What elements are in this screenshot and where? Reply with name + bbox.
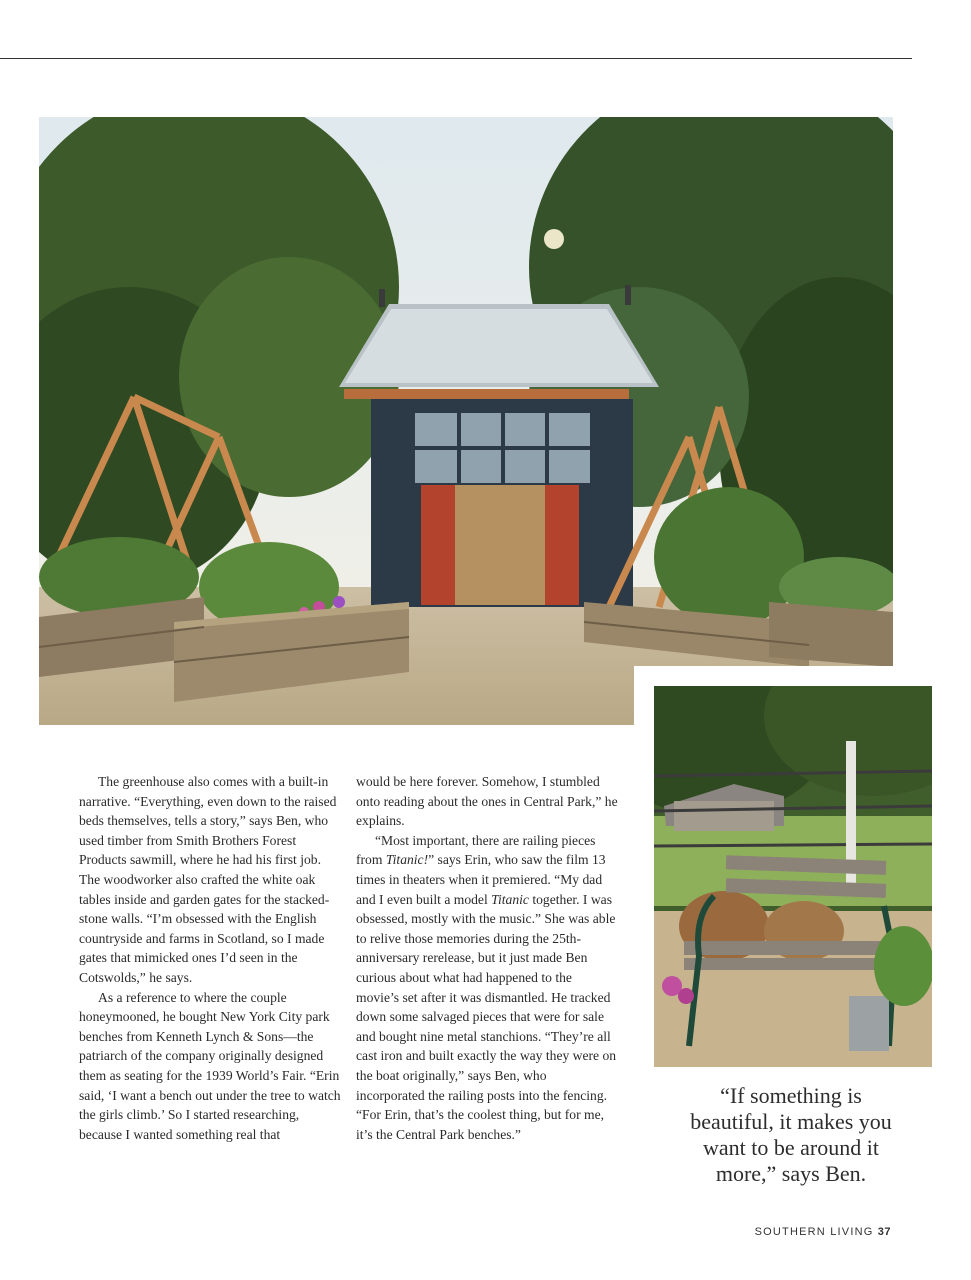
text-run: together. I was obsessed, mostly with the music.” She was able to relive those memories during the 25th-anniversary rerelease, but it just made Ben curious about what had happened to the movie’s set after it was dismantled. He tracked down some salvaged pieces that were for sale and bought nine metal stanchions. “They’re all cast iron and built exactly the way they were on the boat originally,” says Ben, who incorporated the railing posts into the fencing. “For Erin, that’s the coolest thing, but for me, it’s the Central Park benches.” (356, 891, 617, 1142)
article-paragraph: would be here forever. Somehow, I stumbled onto reading about the ones in Central Park,” he explains. (356, 774, 618, 829)
article-column-2 (356, 772, 618, 1144)
publication-name: SOUTHERN LIVING (754, 1226, 874, 1238)
italic-title: Titanic! (385, 852, 429, 868)
text-run: ” says Erin, who saw the film 13 times in theaters when it premiered. “My dad and I even built a model (356, 852, 606, 907)
article-paragraph: As a reference to where the couple honeymooned, he bought New York City park benches from Kenneth Lynch & Sons—the patriarch of the company originally designed them as seating for the 1939 World’s Fair. “Erin said, ‘I want a bench out under the tree to watch the girls climb.’ So I started researching, because I wanted something real that (79, 989, 341, 1142)
page-folio (755, 1226, 891, 1238)
article-column-1 (79, 772, 341, 1144)
article-paragraph (356, 831, 618, 1145)
italic-title: Titanic (491, 891, 529, 907)
greenhouse-photo (39, 117, 893, 725)
page-number: 37 (877, 1226, 891, 1238)
article-paragraph: The greenhouse also comes with a built-in narrative. “Everything, even down to the raised beds themselves, tells a story,” says Ben, who used timber from Smith Brothers Forest Products sawmill, where he had his first job. The woodworker also crafted the white oak tables inside and garden gates for the stacked-stone walls. “I’m obsessed with the English countryside and farms in Scotland, so I made gates that mimicked ones I’d seen in the Cotswolds,” he says. (79, 774, 337, 985)
top-rule (0, 58, 912, 59)
text-run: “Most important, there are railing pieces from (356, 832, 596, 868)
park-bench-photo (654, 686, 932, 1067)
pull-quote: “If something is beautiful, it makes you want to be around it more,” says Ben. (690, 1083, 892, 1186)
